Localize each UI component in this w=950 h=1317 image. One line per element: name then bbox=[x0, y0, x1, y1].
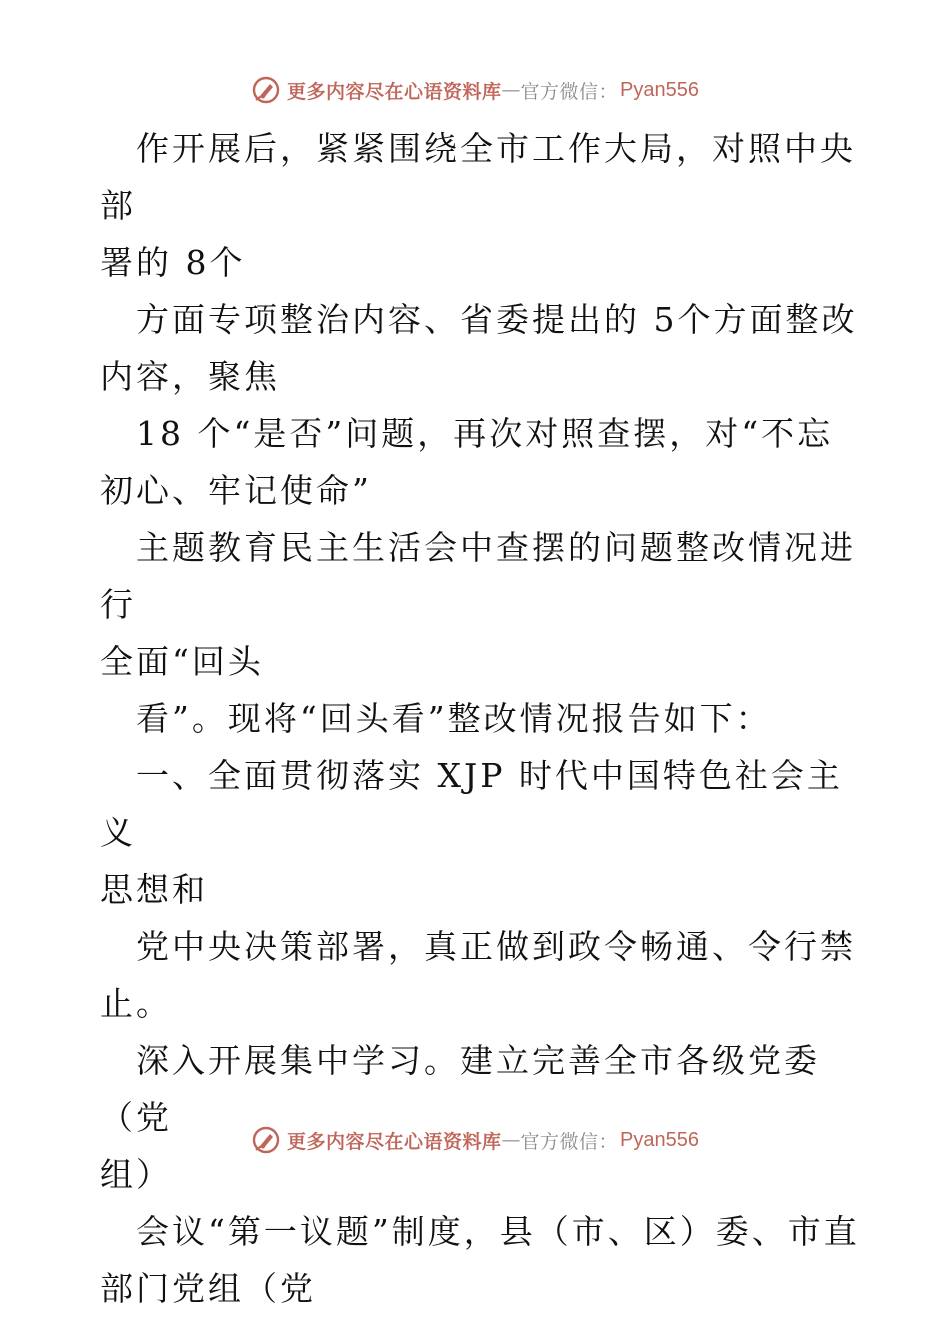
watermark-handle: Pyan556 bbox=[620, 1128, 699, 1151]
footer-watermark bbox=[0, 1120, 950, 1160]
body-line: 署的 8个 bbox=[100, 243, 246, 282]
body-line: 初心、牢记使命” bbox=[100, 471, 372, 510]
header-watermark bbox=[0, 70, 950, 110]
watermark-separator: — bbox=[501, 1129, 521, 1151]
pen-circle-logo-icon bbox=[251, 75, 281, 105]
body-line: 部门党组（党 bbox=[100, 1269, 316, 1308]
body-line: 思想和 bbox=[100, 870, 208, 909]
body-line: 党中央决策部署，真正做到政令畅通、令行禁 bbox=[136, 927, 856, 966]
watermark-label: 官方微信： bbox=[520, 1130, 619, 1153]
body-line: 作开展后，紧紧围绕全市工作大局，对照中央部 bbox=[100, 129, 856, 225]
watermark-handle: Pyan556 bbox=[620, 78, 699, 101]
body-line: 全面“回头 bbox=[100, 642, 264, 681]
pen-circle-logo-icon bbox=[251, 1125, 281, 1155]
watermark-label: 官方微信： bbox=[520, 80, 619, 103]
body-line: 主题教育民主生活会中查摆的问题整改情况进行 bbox=[100, 528, 856, 624]
body-line: 深入开展集中学习。建立完善全市各级党委（党 bbox=[100, 1041, 820, 1137]
watermark-brand: 更多内容尽在心语资料库 bbox=[287, 1130, 502, 1153]
body-line: 看”。现将“回头看”整改情况报告如下： bbox=[136, 699, 772, 738]
watermark-separator: — bbox=[501, 79, 521, 101]
body-line: 方面专项整治内容、省委提出的 5个方面整改 bbox=[136, 300, 858, 339]
body-line: 组） bbox=[100, 1155, 172, 1194]
body-line: 一、全面贯彻落实 XJP 时代中国特色社会主义 bbox=[100, 756, 843, 852]
body-line: 止。 bbox=[100, 984, 172, 1023]
body-line: 18 个“是否”问题，再次对照查摆，对“不忘 bbox=[136, 414, 834, 453]
watermark-brand: 更多内容尽在心语资料库 bbox=[287, 80, 502, 103]
body-line: 会议“第一议题”制度，县（市、区）委、市直 bbox=[136, 1212, 860, 1251]
body-line: 内容，聚焦 bbox=[100, 357, 280, 396]
